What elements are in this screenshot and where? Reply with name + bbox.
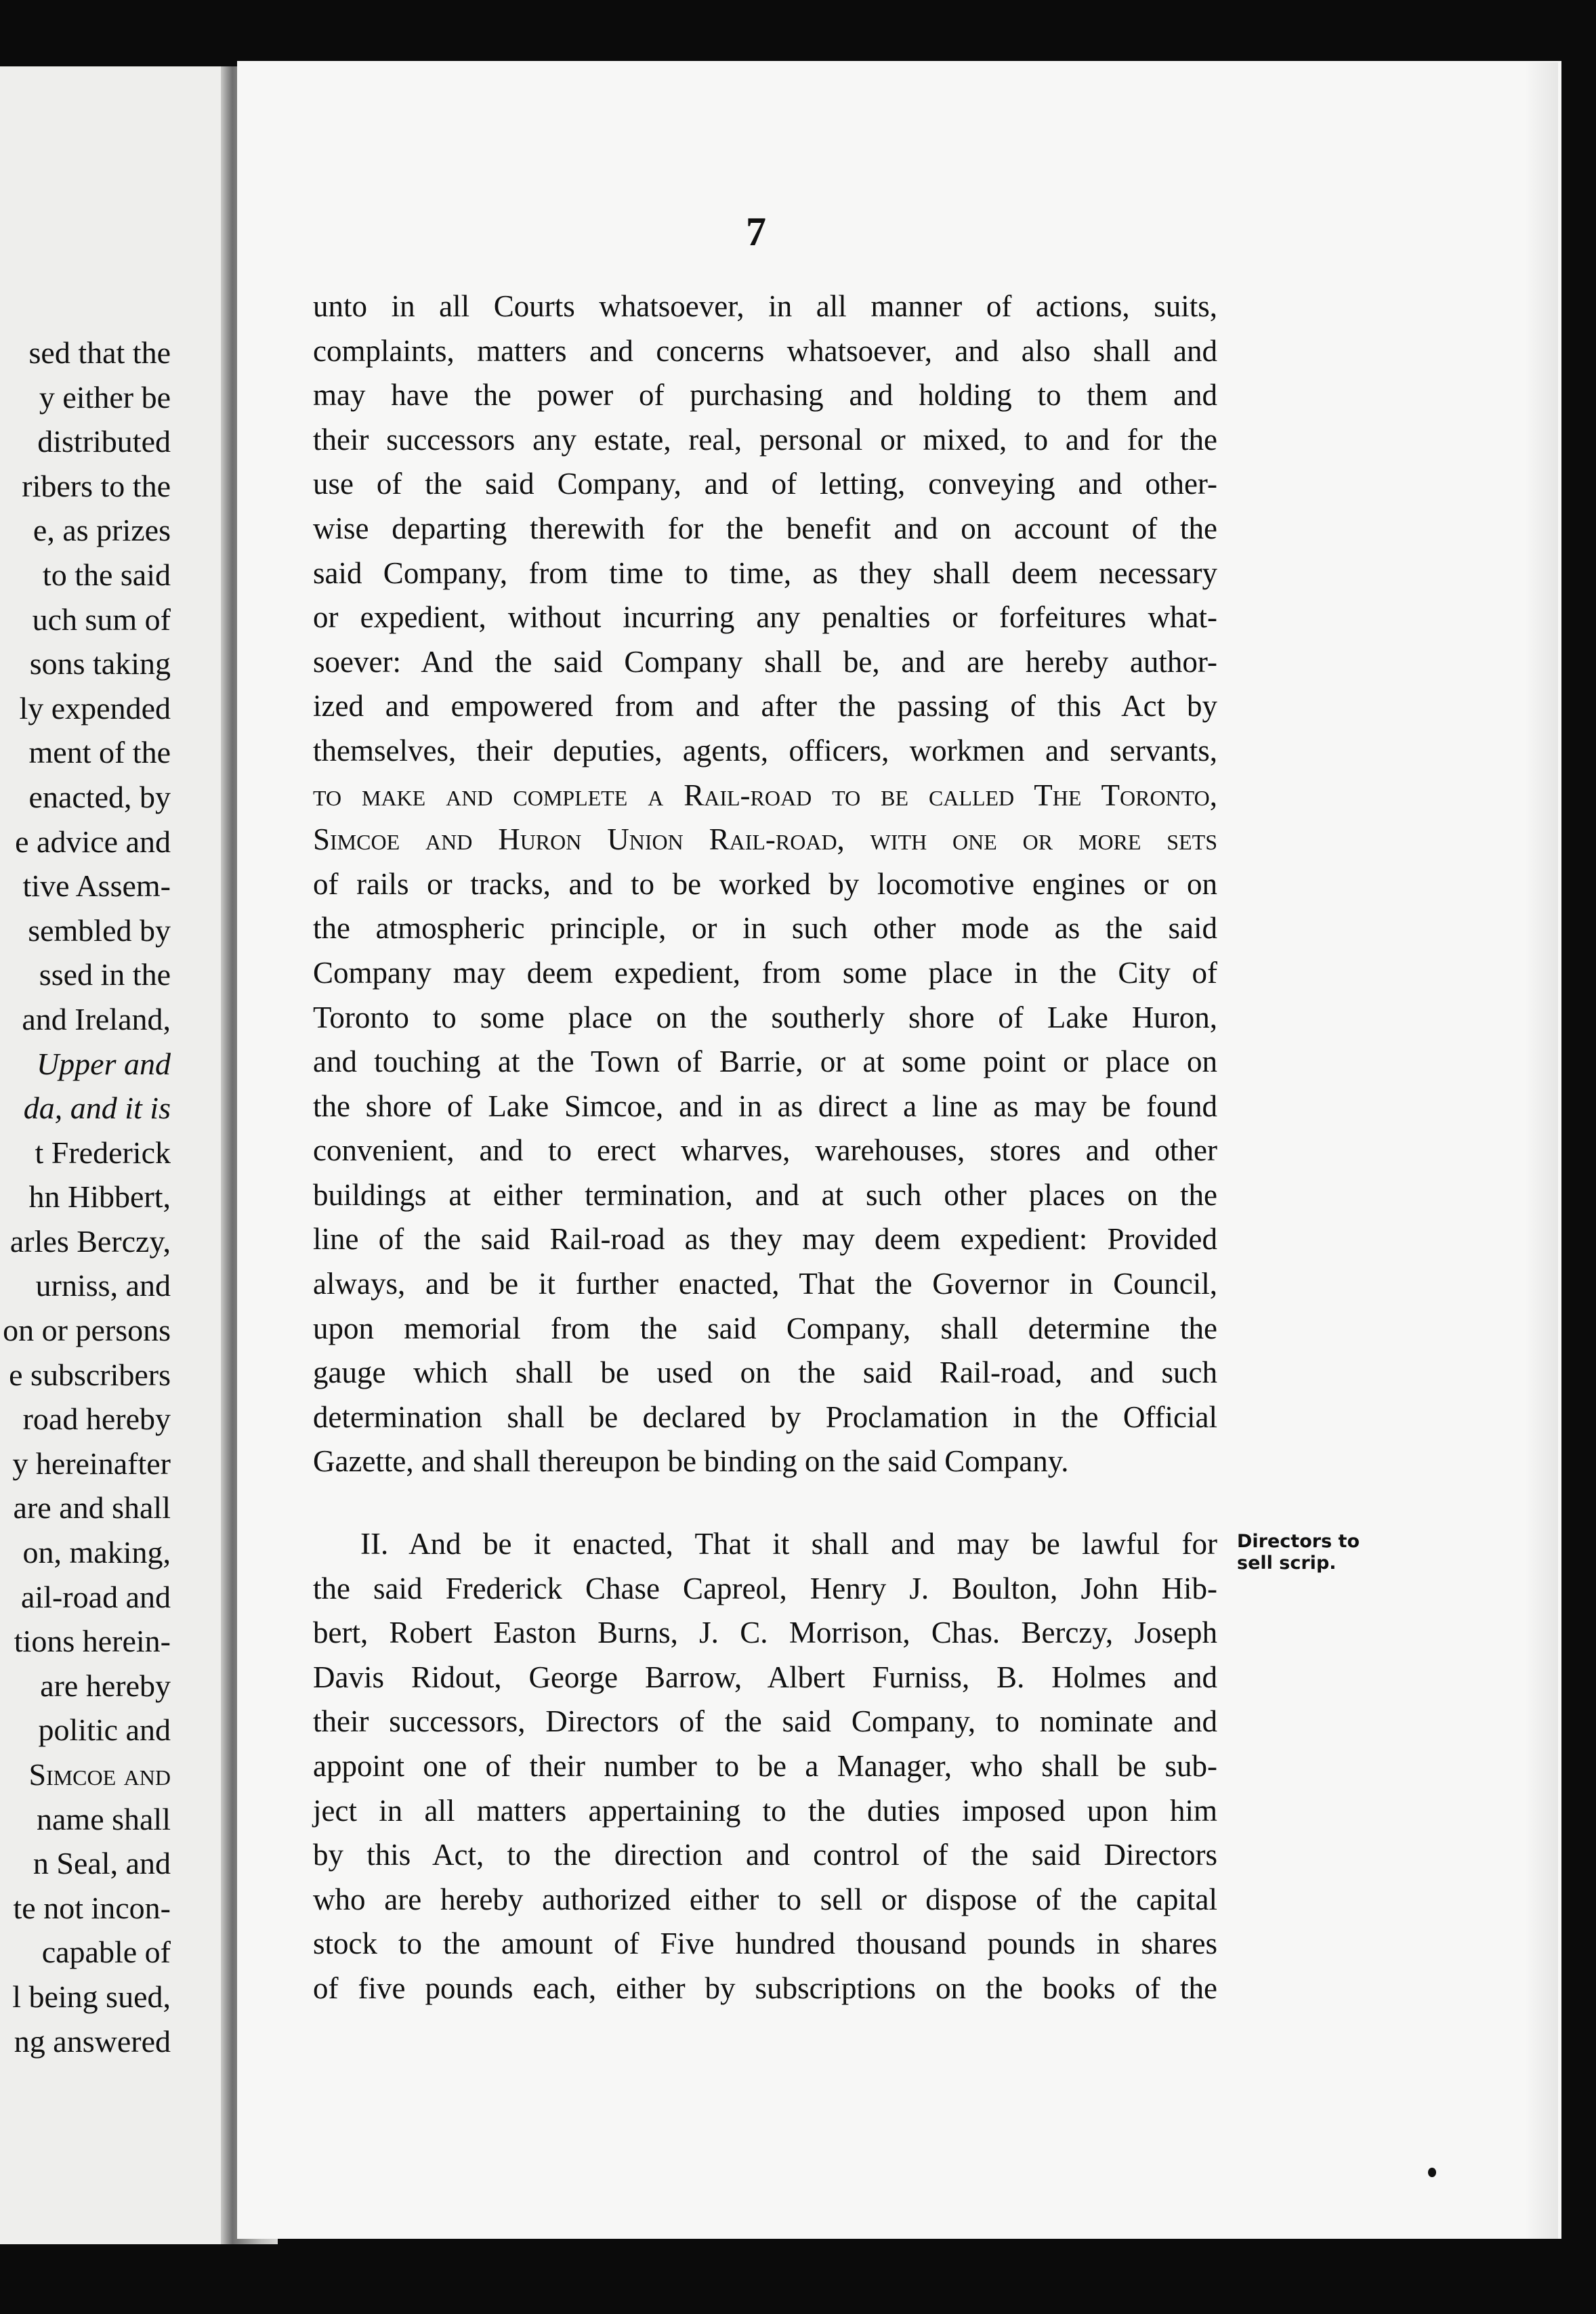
left-page-line: Upper and (36, 1046, 171, 1081)
text-line: always, and be it further enacted, That the Governor in Council, (313, 1267, 1217, 1301)
text-line: of rails or tracks, and to be worked by locomotive engines or on (313, 866, 1217, 901)
left-page-line: da, and it is (23, 1091, 171, 1126)
text-line: ized and empowered from and after the passing of this Act by (313, 689, 1217, 723)
left-page-line: tions herein- (14, 1624, 171, 1659)
paragraph-gap (313, 1484, 1217, 1522)
text-line: determination shall be declared by Proclamation in the Official (313, 1400, 1217, 1434)
left-page-line: n Seal, and (33, 1846, 171, 1881)
left-page-line: hn Hibbert, (28, 1179, 171, 1215)
left-page-line: name shall (37, 1801, 171, 1836)
left-page-line: y hereinafter (12, 1446, 171, 1481)
text-line: Simcoe and Huron Union Rail-road, with one or more sets (313, 822, 1217, 857)
text-line: may have the power of purchasing and holding to them and (313, 378, 1217, 413)
text-line: Gazette, and shall thereupon be binding on the said Company. (313, 1444, 1069, 1479)
left-page-line: are and shall (13, 1490, 171, 1526)
left-page-line: enacted, by (28, 779, 171, 814)
text-line: bert, Robert Easton Burns, J. C. Morrison, Chas. Berczy, Joseph (313, 1616, 1217, 1650)
left-page-line: ng answered (14, 2023, 171, 2059)
text-line: complaints, matters and concerns whatsoever, and also shall and (313, 333, 1217, 368)
left-page-line: ssed in the (39, 957, 171, 992)
text-line: the said Frederick Chase Capreol, Henry J. Boulton, John Hib- (313, 1571, 1217, 1605)
text-line: soever: And the said Company shall be, and are hereby author- (313, 644, 1217, 679)
left-page-line: l being sued, (12, 1979, 171, 2014)
left-page-line: on or persons (3, 1313, 171, 1348)
left-page-line: to the said (42, 557, 171, 592)
text-line: and touching at the Town of Barrie, or at some point or place on (313, 1045, 1217, 1079)
left-page-line: on, making, (22, 1535, 171, 1570)
left-page-line: uch sum of (32, 602, 171, 637)
text-line: Davis Ridout, George Barrow, Albert Furniss, B. Holmes and (313, 1660, 1217, 1694)
text-line: Toronto to some place on the southerly shore of Lake Huron, (313, 1000, 1217, 1034)
text-line: ject in all matters appertaining to the duties imposed upon him (313, 1793, 1217, 1828)
facing-left-page (0, 66, 252, 2244)
left-page-line: are hereby (40, 1668, 171, 1703)
left-page-line: sons taking (29, 646, 171, 681)
left-page-line: sembled by (28, 912, 171, 948)
ink-dot (1428, 2168, 1436, 2177)
paragraph-1 (313, 285, 1217, 1484)
text-line: said Company, from time to time, as they shall deem necessary (313, 555, 1217, 590)
text-line: or expedient, without incurring any penalties or forfeitures what- (313, 600, 1217, 635)
left-page-line: e advice and (15, 824, 171, 859)
text-line: of five pounds each, either by subscriptions on the books of the (313, 1971, 1217, 2005)
text-line: the shore of Lake Simcoe, and in as direct a line as may be found (313, 1089, 1217, 1123)
left-page-line: tive Assem- (22, 868, 171, 904)
left-page-line: y either be (39, 379, 171, 415)
left-page-line: Simcoe and (28, 1757, 171, 1792)
left-page-line: sed that the (28, 335, 171, 370)
left-page-line: distributed (37, 424, 171, 459)
left-page-line: ail-road and (21, 1579, 171, 1614)
left-page-line: t Frederick (35, 1135, 171, 1170)
left-page-line: politic and (38, 1712, 171, 1748)
left-page-line: e subscribers (9, 1357, 171, 1392)
left-page-line: capable of (41, 1935, 171, 1970)
page-edge-shadow (1524, 62, 1558, 2239)
left-page-line: urniss, and (35, 1268, 171, 1303)
left-page-line: and Ireland, (22, 1001, 171, 1036)
left-page-line: arles Berczy, (9, 1223, 171, 1259)
text-line: themselves, their deputies, agents, officers, workmen and servants, (313, 733, 1217, 767)
text-line: appoint one of their number to be a Manager, who shall be sub- (313, 1749, 1217, 1783)
text-line: upon memorial from the said Company, shall determine the (313, 1311, 1217, 1345)
left-page-line: ly expended (19, 690, 171, 725)
text-line: convenient, and to erect wharves, warehouses, stores and other (313, 1133, 1217, 1168)
margin-note-line: sell scrip. (1237, 1553, 1337, 1574)
text-line: who are hereby authorized either to sell or dispose of the capital (313, 1882, 1217, 1916)
left-page-text (0, 331, 171, 2063)
page-number: 7 (746, 209, 766, 254)
margin-note-line: Directors to (1237, 1531, 1360, 1552)
text-line: Company may deem expedient, from some place in the City of (313, 955, 1217, 990)
left-page-line: e, as prizes (33, 513, 171, 548)
text-line: buildings at either termination, and at such other places on the (313, 1177, 1217, 1212)
text-line: line of the said Rail-road as they may deem expedient: Provided (313, 1222, 1217, 1257)
text-line: to make and complete a Rail-road to be called The Toronto, (313, 778, 1217, 812)
text-line: the atmospheric principle, or in such other mode as the said (313, 911, 1217, 946)
left-page-line: ribers to the (22, 468, 171, 503)
text-line: by this Act, to the direction and control of the said Directors (313, 1838, 1217, 1872)
left-page-line: ment of the (28, 735, 171, 770)
margin-note (1237, 1531, 1400, 1574)
text-line: their successors any estate, real, personal or mixed, to and for the (313, 422, 1217, 457)
text-line: II. And be it enacted, That it shall and may be lawful for (360, 1527, 1217, 1561)
text-line: unto in all Courts whatsoever, in all manner of actions, suits, (313, 289, 1217, 323)
left-page-line: te not incon- (13, 1890, 171, 1925)
left-page-line: road hereby (22, 1402, 171, 1437)
paragraph-2 (313, 1522, 1217, 2011)
body-text (313, 285, 1217, 2011)
text-line: stock to the amount of Five hundred thousand pounds in shares (313, 1927, 1217, 1961)
text-line: wise departing therewith for the benefit and on account of the (313, 511, 1217, 545)
text-line: use of the said Company, and of letting, conveying and other- (313, 467, 1217, 501)
text-line: gauge which shall be used on the said Rail-road, and such (313, 1355, 1217, 1390)
text-line: their successors, Directors of the said Company, to nominate and (313, 1704, 1217, 1739)
